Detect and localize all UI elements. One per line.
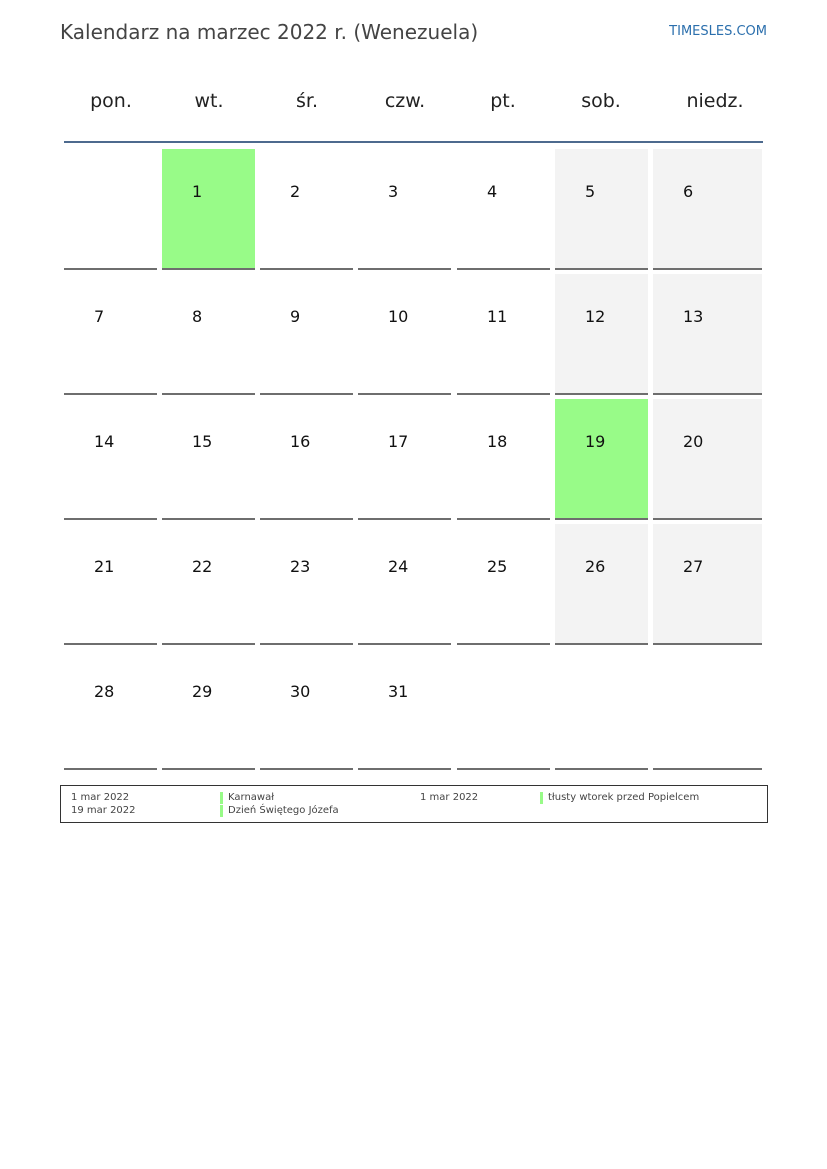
day-cell-7[interactable] — [64, 274, 157, 395]
day-number: 8 — [192, 307, 203, 326]
day-cell-18[interactable] — [457, 399, 550, 520]
day-cell-28[interactable] — [64, 649, 157, 770]
day-number: 19 — [585, 432, 606, 451]
day-cell-1[interactable] — [162, 149, 255, 270]
day-cell-30[interactable] — [260, 649, 353, 770]
day-number: 2 — [290, 182, 301, 201]
page-title: Kalendarz na marzec 2022 r. (Wenezuela) — [60, 20, 479, 44]
empty-day-cell-mon — [64, 149, 157, 270]
legend-color-marker — [220, 792, 223, 804]
day-cell-23[interactable] — [260, 524, 353, 645]
day-number: 24 — [388, 557, 409, 576]
weekday-fri: pt. — [490, 90, 516, 112]
day-cell-3[interactable] — [358, 149, 451, 270]
weekday-thu: czw. — [384, 90, 426, 112]
weekday-mon: pon. — [90, 90, 132, 112]
day-number: 29 — [192, 682, 213, 701]
day-number: 18 — [487, 432, 508, 451]
day-number: 1 — [192, 182, 203, 201]
day-cell-4[interactable] — [457, 149, 550, 270]
weekday-tue: wt. — [194, 90, 224, 112]
day-cell-2[interactable] — [260, 149, 353, 270]
day-number: 6 — [683, 182, 694, 201]
day-cell-6[interactable] — [653, 149, 762, 270]
day-cell-29[interactable] — [162, 649, 255, 770]
day-number: 16 — [290, 432, 311, 451]
day-number: 22 — [192, 557, 213, 576]
day-cell-26[interactable] — [555, 524, 648, 645]
day-cell-17[interactable] — [358, 399, 451, 520]
day-number: 13 — [683, 307, 704, 326]
day-number: 23 — [290, 557, 311, 576]
day-cell-27[interactable] — [653, 524, 762, 645]
day-cell-22[interactable] — [162, 524, 255, 645]
day-number: 7 — [94, 307, 105, 326]
weekday-sat: sob. — [581, 90, 621, 112]
day-number: 4 — [487, 182, 498, 201]
day-cell-24[interactable] — [358, 524, 451, 645]
day-number: 25 — [487, 557, 508, 576]
empty-day-cell-sat — [555, 649, 648, 770]
day-cell-13[interactable] — [653, 274, 762, 395]
empty-day-cell-sun — [653, 649, 762, 770]
legend-color-marker — [540, 792, 543, 804]
day-number: 30 — [290, 682, 311, 701]
day-number: 11 — [487, 307, 508, 326]
day-cell-19[interactable] — [555, 399, 648, 520]
day-number: 28 — [94, 682, 115, 701]
day-cell-20[interactable] — [653, 399, 762, 520]
day-cell-15[interactable] — [162, 399, 255, 520]
day-cell-5[interactable] — [555, 149, 648, 270]
day-number: 9 — [290, 307, 301, 326]
empty-day-cell-fri — [457, 649, 550, 770]
weekday-sun: niedz. — [686, 90, 744, 112]
day-cell-10[interactable] — [358, 274, 451, 395]
day-number: 17 — [388, 432, 409, 451]
legend-date: 1 mar 2022 — [71, 792, 130, 803]
day-number: 15 — [192, 432, 213, 451]
legend-color-marker — [220, 805, 223, 817]
day-number: 10 — [388, 307, 409, 326]
legend-holiday-name: tłusty wtorek przed Popielcem — [548, 792, 700, 803]
day-number: 26 — [585, 557, 606, 576]
legend-holiday-name: Karnawał — [228, 792, 275, 803]
day-number: 12 — [585, 307, 606, 326]
day-cell-9[interactable] — [260, 274, 353, 395]
day-number: 21 — [94, 557, 115, 576]
day-cell-25[interactable] — [457, 524, 550, 645]
header-divider — [64, 141, 763, 143]
day-number: 14 — [94, 432, 115, 451]
day-cell-12[interactable] — [555, 274, 648, 395]
legend-holiday-name: Dzień Świętego Józefa — [228, 805, 339, 816]
weekday-wed: śr. — [295, 90, 318, 112]
weekday-header-row — [62, 90, 764, 120]
legend-date: 19 mar 2022 — [71, 805, 136, 816]
day-number: 31 — [388, 682, 409, 701]
legend-date: 1 mar 2022 — [420, 792, 479, 803]
day-cell-16[interactable] — [260, 399, 353, 520]
day-cell-8[interactable] — [162, 274, 255, 395]
day-number: 3 — [388, 182, 399, 201]
holiday-legend — [60, 785, 768, 823]
day-number: 27 — [683, 557, 704, 576]
day-cell-11[interactable] — [457, 274, 550, 395]
day-number: 20 — [683, 432, 704, 451]
day-cell-31[interactable] — [358, 649, 451, 770]
day-cell-21[interactable] — [64, 524, 157, 645]
brand-link[interactable]: TIMESLES.COM — [669, 24, 767, 39]
day-number: 5 — [585, 182, 596, 201]
day-cell-14[interactable] — [64, 399, 157, 520]
